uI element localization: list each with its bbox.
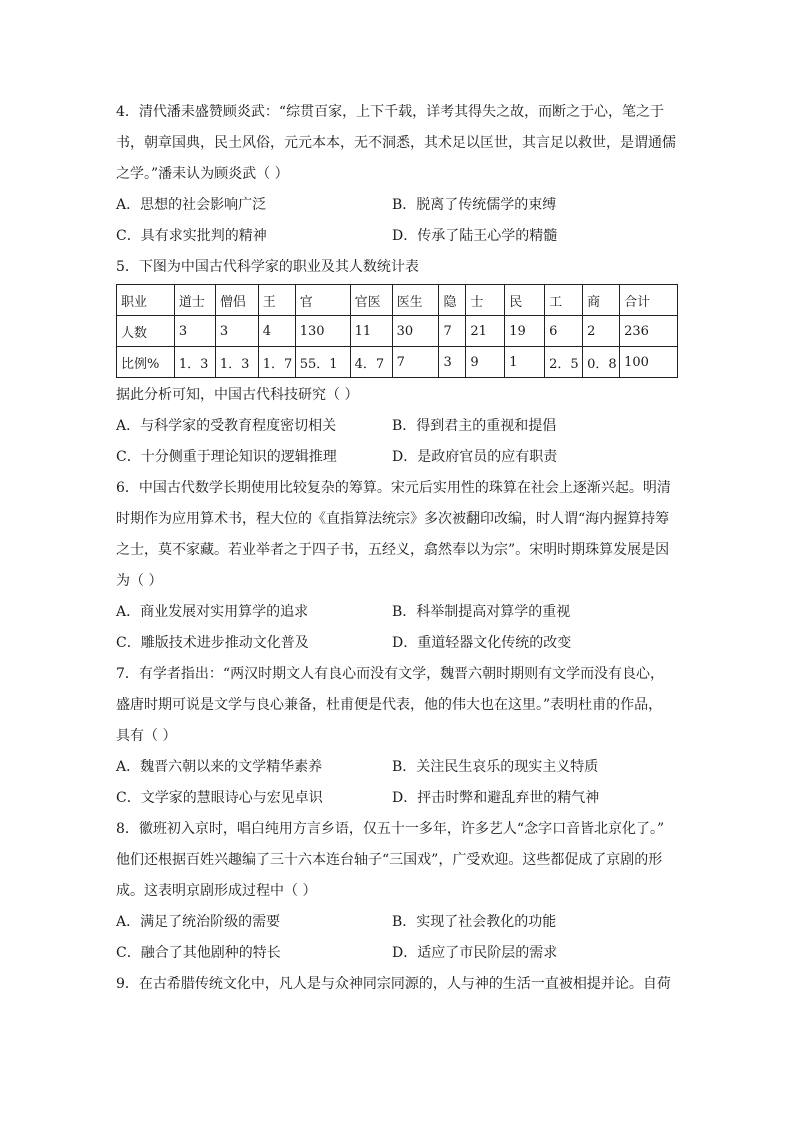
option-d: D．传承了陆王心学的精髓 <box>392 228 558 244</box>
table-cell: 3 <box>439 347 466 378</box>
exam-page <box>116 97 678 1000</box>
table-cell: 医生 <box>392 285 439 316</box>
option-a: A．思想的社会影响广泛 <box>116 197 267 213</box>
option-a: A．商业发展对实用算学的追求 <box>116 604 309 620</box>
table-cell: 人数 <box>117 316 175 347</box>
table-cell: 2．5 <box>545 347 583 378</box>
table-cell: 商 <box>583 285 620 316</box>
question-stem-line: 之学。”潘耒认为顾炎武（ ） <box>116 166 289 182</box>
question-5 <box>116 252 678 473</box>
option-d: D．重道轻器文化传统的改变 <box>392 635 572 651</box>
question-stem-line: 时期作为应用算术书，程大位的《直指算法统宗》多次被翻印改编，时人谓“海内握算持筹 <box>116 511 670 527</box>
table-cell: 官 <box>295 285 350 316</box>
table-cell: 3 <box>215 316 258 347</box>
option-c: C．具有求实批判的精神 <box>116 228 267 244</box>
question-stem-line: 具有（ ） <box>116 728 177 744</box>
table-cell: 2 <box>583 316 620 347</box>
table-cell: 3 <box>174 316 215 347</box>
table-cell: 工 <box>545 285 583 316</box>
options-row <box>116 752 678 783</box>
question-stem-line: 7．有学者指出：“两汉时期文人有良心而没有文学，魏晋六朝时期则有文学而没有良心， <box>116 666 665 682</box>
table-cell: 1．3 <box>215 347 258 378</box>
option-a: A．魏晋六朝以来的文学精华素养 <box>116 759 323 775</box>
option-c: C．文学家的慧眼诗心与宏见卓识 <box>116 790 323 806</box>
table-count-row <box>117 316 678 347</box>
table-cell: 4．7 <box>350 347 392 378</box>
option-b: B．得到君主的重视和提倡 <box>392 418 557 434</box>
question-stem-line: 9．在古希腊传统文化中，凡人是与众神同宗同源的，人与神的生活一直被相提并论。自荷 <box>116 976 671 992</box>
table-cell: 100 <box>620 347 678 378</box>
table-cell: 1．7 <box>258 347 295 378</box>
question-stem-line: 盛唐时期可说是文学与良心兼备，杜甫便是代表，他的伟大也在这里。”表明杜甫的作品， <box>116 697 663 713</box>
question-stem-line: 8．徽班初入京时，唱白纯用方言乡语，仅五十一多年，许多艺人“念字口音皆北京化了。” <box>116 821 665 837</box>
table-cell: 236 <box>620 316 678 347</box>
table-cell: 4 <box>258 316 295 347</box>
question-9 <box>116 969 678 1000</box>
options-row <box>116 938 678 969</box>
table-cell: 11 <box>350 316 392 347</box>
table-cell: 7 <box>439 316 466 347</box>
table-cell: 19 <box>505 316 545 347</box>
question-4 <box>116 97 678 252</box>
option-a: A．与科学家的受教育程度密切相关 <box>116 418 337 434</box>
option-c: C．雕版技术进步推动文化普及 <box>116 635 309 651</box>
options-row <box>116 783 678 814</box>
question-stem-line: 为（ ） <box>116 573 163 589</box>
option-b: B．脱离了传统儒学的束缚 <box>392 197 557 213</box>
options-row <box>116 190 678 221</box>
option-d: D．抨击时弊和避乱弃世的精气神 <box>392 790 600 806</box>
table-ratio-row <box>117 347 678 378</box>
table-cell: 合计 <box>620 285 678 316</box>
table-cell: 30 <box>392 316 439 347</box>
option-b: B．关注民生哀乐的现实主义特质 <box>392 759 599 775</box>
option-c: C．融合了其他剧种的特长 <box>116 945 281 961</box>
table-cell: 道士 <box>174 285 215 316</box>
table-cell: 王 <box>258 285 295 316</box>
question-stem-line: 4．清代潘耒盛赞顾炎武：“综贯百家，上下千载，详考其得失之故，而断之于心，笔之于 <box>116 104 665 120</box>
question-stem-line: 据此分析可知，中国古代科技研究（ ） <box>116 387 359 403</box>
table-cell: 民 <box>505 285 545 316</box>
table-cell: 僧侣 <box>215 285 258 316</box>
question-stem-line: 书，朝章国典，民土风俗，元元本本，无不洞悉，其术足以匡世，其言足以救世，是谓通儒 <box>116 135 676 151</box>
options-row <box>116 907 678 938</box>
options-row <box>116 628 678 659</box>
options-row <box>116 221 678 252</box>
question-8 <box>116 814 678 969</box>
question-stem-line: 成。这表明京剧形成过程中（ ） <box>116 883 317 899</box>
table-cell: 隐 <box>439 285 466 316</box>
table-cell: 130 <box>295 316 350 347</box>
table-cell: 6 <box>545 316 583 347</box>
table-cell: 55．1 <box>295 347 350 378</box>
options-row <box>116 411 678 442</box>
question-stem-line: 5．下图为中国古代科学家的职业及其人数统计表 <box>116 259 419 275</box>
option-d: D．是政府官员的应有职责 <box>392 449 558 465</box>
table-cell: 7 <box>392 347 439 378</box>
question-stem-line: 他们还根据百姓兴趣编了三十六本连台轴子“三国戏”，广受欢迎。这些都促成了京剧的形 <box>116 852 663 868</box>
table-cell: 官医 <box>350 285 392 316</box>
table-header-row <box>117 285 678 316</box>
table-cell: 职业 <box>117 285 175 316</box>
table-cell: 9 <box>466 347 505 378</box>
table-cell: 21 <box>466 316 505 347</box>
table-cell: 1 <box>505 347 545 378</box>
question-stem-line: 之士，莫不家藏。若业举者之于四子书，五经义，翕然奉以为宗”。宋明时期珠算发展是因 <box>116 542 670 558</box>
option-b: B．科举制提高对算学的重视 <box>392 604 571 620</box>
option-c: C．十分侧重于理论知识的逻辑推理 <box>116 449 337 465</box>
option-a: A．满足了统治阶级的需要 <box>116 914 281 930</box>
table-cell: 比例% <box>117 347 175 378</box>
options-row <box>116 597 678 628</box>
table-cell: 士 <box>466 285 505 316</box>
question-stem-line: 6．中国古代数学长期使用比较复杂的筹算。宋元后实用性的珠算在社会上逐渐兴起。明清 <box>116 480 671 496</box>
option-b: B．实现了社会教化的功能 <box>392 914 557 930</box>
table-cell: 0．8 <box>583 347 620 378</box>
question-6 <box>116 473 678 659</box>
question-7 <box>116 659 678 814</box>
option-d: D．适应了市民阶层的需求 <box>392 945 558 961</box>
options-row <box>116 442 678 473</box>
scientist-statistics-table <box>116 284 678 378</box>
table-cell: 1．3 <box>174 347 215 378</box>
